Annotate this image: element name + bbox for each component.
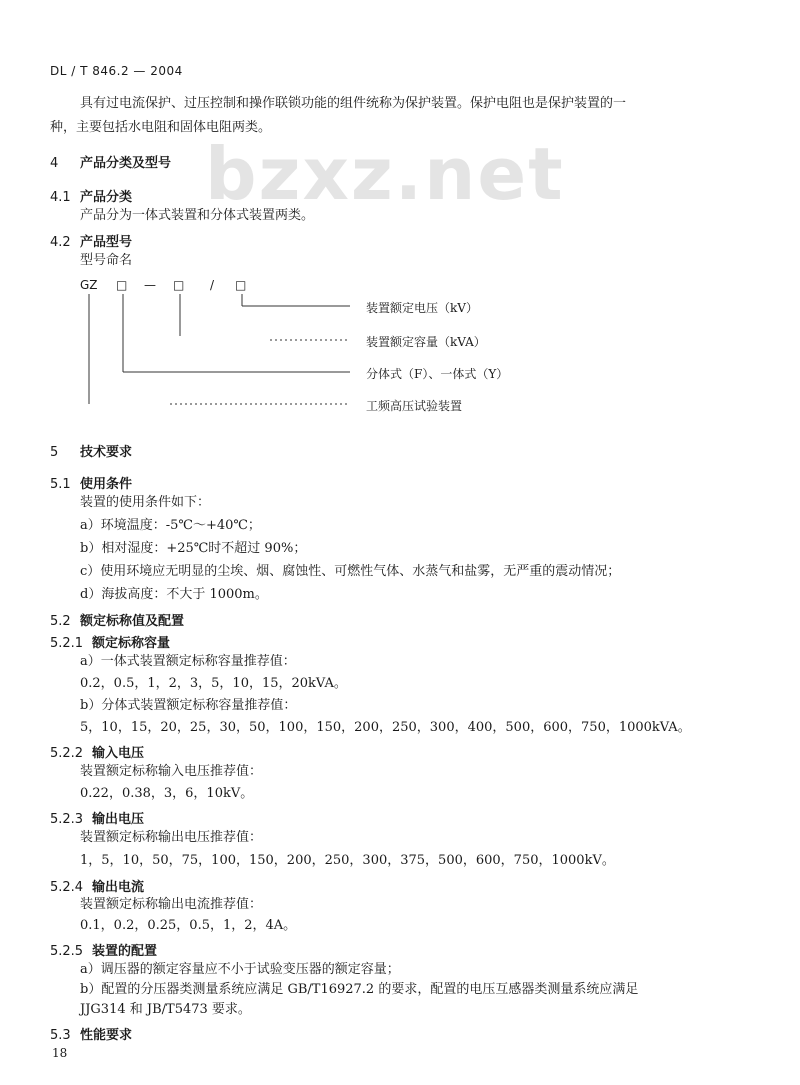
heading-5-title: 技术要求	[80, 445, 133, 460]
heading-5-2-4-title: 输出电流	[92, 880, 145, 895]
text-5-2-3: 装置额定标称输出电压推荐值：	[80, 830, 263, 845]
heading-4-1	[50, 186, 132, 205]
text-5-2-4: 装置额定标称输出电流推荐值：	[80, 897, 263, 912]
model-code-gz: GZ	[80, 278, 98, 292]
heading-5-2-1-title: 额定标称容量	[92, 636, 171, 651]
heading-4	[50, 152, 171, 171]
heading-4-number: 4	[50, 156, 59, 171]
heading-5-2-2-number: 5.2.2	[50, 746, 84, 761]
heading-5-2-2-title: 输入电压	[92, 746, 145, 761]
label-rated-capacity: 装置额定容量（kVA）	[366, 335, 486, 349]
model-dash: —	[144, 278, 156, 292]
text-5-1-intro: 装置的使用条件如下：	[80, 495, 211, 510]
model-naming-diagram	[70, 278, 590, 418]
text-5-2-1-b: b）分体式装置额定标称容量推荐值：	[80, 698, 297, 713]
heading-4-2-number: 4.2	[50, 235, 71, 250]
heading-5-2-title: 额定标称值及配置	[80, 614, 185, 629]
text-5-2-5-b-line-2: JJG314 和 JB/T5473 要求。	[80, 1002, 251, 1017]
text-5-2-5-a: a）调压器的额定容量应不小于试验变压器的额定容量；	[80, 962, 400, 977]
heading-5-2-5	[50, 940, 157, 959]
heading-5-2-4-number: 5.2.4	[50, 880, 84, 895]
heading-5-2-4	[50, 876, 144, 895]
item-5-1-c: c）使用环境应无明显的尘埃、烟、腐蚀性、可燃性气体、水蒸气和盐雾，无严重的震动情况；	[80, 564, 621, 579]
subtitle-4-2: 型号命名	[80, 253, 133, 268]
values-5-2-3: 1，5，10，50，75，100，150，200，250，300，375，500，600，750，1000kV。	[80, 853, 615, 868]
label-hv-test-device: 工频高压试验装置	[366, 399, 463, 413]
heading-5-3	[50, 1024, 132, 1043]
heading-5-1-title: 使用条件	[80, 477, 133, 492]
item-5-1-b: b）相对湿度：+25℃时不超过 90%；	[80, 541, 307, 556]
watermark-text: bzxz.net	[205, 132, 565, 216]
values-5-2-1-b: 5，10，15，20，25，30，50，100，150，200，250，300，400，500，600，750，1000kVA。	[80, 720, 691, 735]
heading-4-title: 产品分类及型号	[80, 156, 172, 171]
heading-4-1-number: 4.1	[50, 190, 71, 205]
heading-5-3-title: 性能要求	[80, 1028, 133, 1043]
label-rated-voltage: 装置额定电压（kV）	[366, 301, 478, 315]
heading-5-1	[50, 473, 132, 492]
heading-5-2-2	[50, 742, 144, 761]
heading-5-2-5-title: 装置的配置	[92, 944, 158, 959]
text-5-2-2: 装置额定标称输入电压推荐值：	[80, 764, 263, 779]
intro-line-2: 种，主要包括水电阻和固体电阻两类。	[50, 120, 272, 135]
values-5-2-1-a: 0.2，0.5，1，2，3，5，10，15，20kVA。	[80, 676, 347, 691]
heading-5-2-1	[50, 632, 170, 651]
text-4-1: 产品分为一体式装置和分体式装置两类。	[80, 208, 315, 223]
model-box-2: □	[173, 278, 185, 292]
standard-code: DL / T 846.2 — 2004	[50, 64, 183, 78]
item-5-1-a: a）环境温度：-5℃～+40℃；	[80, 518, 261, 533]
heading-5-2-3-title: 输出电压	[92, 812, 145, 827]
values-5-2-4: 0.1，0.2，0.25，0.5，1，2，4A。	[80, 918, 297, 933]
heading-5-1-number: 5.1	[50, 477, 71, 492]
values-5-2-2: 0.22，0.38，3，6，10kV。	[80, 786, 254, 801]
heading-4-2-title: 产品型号	[80, 235, 133, 250]
model-box-3: □	[235, 278, 247, 292]
heading-5-2-1-number: 5.2.1	[50, 636, 84, 651]
heading-5	[50, 441, 132, 460]
label-device-type: 分体式（F）、一体式（Y）	[366, 367, 509, 381]
heading-5-2-3	[50, 808, 144, 827]
item-5-1-d: d）海拔高度：不大于 1000m。	[80, 587, 268, 602]
text-5-2-1-a: a）一体式装置额定标称容量推荐值：	[80, 654, 296, 669]
heading-5-2-3-number: 5.2.3	[50, 812, 84, 827]
heading-4-2	[50, 231, 132, 250]
heading-5-2-5-number: 5.2.5	[50, 944, 84, 959]
intro-line-1: 具有过电流保护、过压控制和操作联锁功能的组件统称为保护装置。保护电阻也是保护装置的一	[80, 96, 627, 111]
heading-5-number: 5	[50, 445, 59, 460]
page-number: 18	[52, 1046, 68, 1060]
model-slash: /	[210, 278, 215, 292]
heading-5-2	[50, 610, 184, 629]
model-box-1: □	[116, 278, 128, 292]
heading-5-2-number: 5.2	[50, 614, 71, 629]
model-naming-lines	[70, 278, 590, 418]
heading-4-1-title: 产品分类	[80, 190, 133, 205]
heading-5-3-number: 5.3	[50, 1028, 71, 1043]
text-5-2-5-b-line-1: b）配置的分压器类测量系统应满足 GB/T16927.2 的要求，配置的电压互感器类测量系统应满足	[80, 982, 639, 997]
